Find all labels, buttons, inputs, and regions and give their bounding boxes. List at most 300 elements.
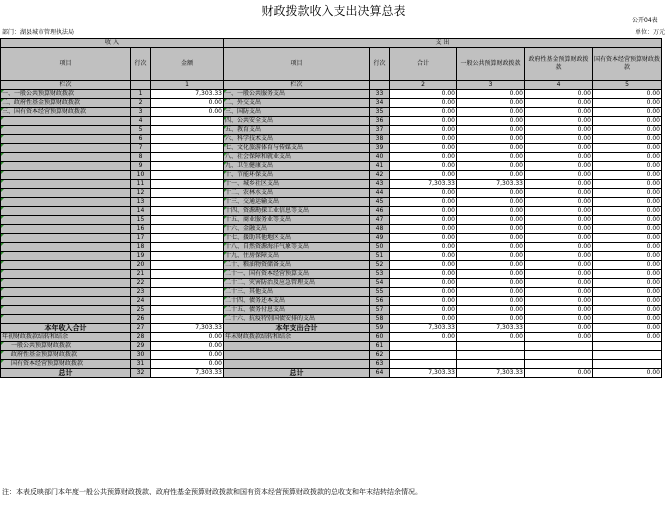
expense-total: 0.00: [390, 315, 457, 324]
expense-total: 0.00: [390, 198, 457, 207]
expense-general: 0.00: [457, 108, 525, 117]
income-item: [1, 234, 131, 243]
expense-total: 0.00: [390, 162, 457, 171]
expense-fund: 0.00: [525, 135, 593, 144]
expense-capital: 0.00: [593, 315, 662, 324]
row-number: 6: [131, 135, 151, 144]
row-number: 53: [370, 270, 390, 279]
begin-sub-capital-amount: 0.00: [151, 360, 224, 369]
expense-total: 7,303.33: [390, 180, 457, 189]
expense-general: 0.00: [457, 270, 525, 279]
expense-general: 0.00: [457, 90, 525, 99]
expense-item: 四、公共安全支出: [224, 117, 370, 126]
expense-fund: 0.00: [525, 306, 593, 315]
row-number: 27: [131, 324, 151, 333]
grand-total-left-amount: 7,303.33: [151, 369, 224, 378]
row-number: 41: [370, 162, 390, 171]
grand-total-left-label: 总计: [1, 369, 131, 378]
expense-item: 一、一般公共服务支出: [224, 90, 370, 99]
income-item: [1, 180, 131, 189]
col-number-1: 1: [151, 81, 224, 90]
row-number: 34: [370, 99, 390, 108]
row-number: 60: [370, 333, 390, 342]
expense-total-header: 合计: [390, 48, 457, 81]
expense-fund: 0.00: [525, 108, 593, 117]
expense-general: 0.00: [457, 279, 525, 288]
year-expense-general: 7,303.33: [457, 324, 525, 333]
row-number: 33: [370, 90, 390, 99]
expense-item: 九、卫生健康支出: [224, 162, 370, 171]
table-row: [1, 297, 662, 306]
expense-general: 0.00: [457, 153, 525, 162]
expense-item: 二十五、债务付息支出: [224, 306, 370, 315]
row-number: 48: [370, 225, 390, 234]
expense-fund: 0.00: [525, 252, 593, 261]
begin-sub-capital-label: 国有资本经营预算财政拨款: [1, 360, 131, 369]
expense-fund: 0.00: [525, 162, 593, 171]
expense-capital: 0.00: [593, 153, 662, 162]
blank-cell: [224, 360, 370, 369]
expense-fund: 0.00: [525, 171, 593, 180]
expense-capital: 0.00: [593, 288, 662, 297]
expense-total: 0.00: [390, 207, 457, 216]
expense-fund: 0.00: [525, 117, 593, 126]
income-header: 收 入: [1, 39, 224, 48]
table-row: [1, 252, 662, 261]
table-row: [1, 198, 662, 207]
income-item: [1, 189, 131, 198]
expense-total: 0.00: [390, 153, 457, 162]
general-budget-header: 一般公共预算财政拨款: [457, 48, 525, 81]
blank-cell: [390, 360, 457, 369]
expense-capital: 0.00: [593, 261, 662, 270]
income-item: [1, 207, 131, 216]
income-item: [1, 216, 131, 225]
expense-general: 7,303.33: [457, 180, 525, 189]
income-item: [1, 306, 131, 315]
row-number: 18: [131, 243, 151, 252]
table-row: [1, 108, 662, 117]
expense-total: 0.00: [390, 135, 457, 144]
expense-general: 0.00: [457, 306, 525, 315]
expense-fund: 0.00: [525, 225, 593, 234]
income-item: 二、政府性基金预算财政拨款: [1, 99, 131, 108]
income-amount: [151, 216, 224, 225]
income-amount: [151, 306, 224, 315]
income-item: [1, 117, 131, 126]
income-amount: [151, 270, 224, 279]
row-number: 26: [131, 315, 151, 324]
expense-header: 支 出: [224, 39, 662, 48]
col-number-3: 3: [457, 81, 525, 90]
begin-sub-general-amount: 0.00: [151, 342, 224, 351]
income-amount: [151, 171, 224, 180]
blank-cell: [224, 351, 370, 360]
expense-fund: 0.00: [525, 99, 593, 108]
row-number: 16: [131, 225, 151, 234]
table-row: [1, 216, 662, 225]
row-number: 13: [131, 198, 151, 207]
income-item-header: 项目: [1, 48, 131, 81]
expense-capital: 0.00: [593, 180, 662, 189]
table-row: [1, 90, 662, 99]
income-amount: [151, 198, 224, 207]
expense-capital: 0.00: [593, 126, 662, 135]
end-balance-label: 年末财政拨款结转和结余: [224, 333, 370, 342]
income-amount: 0.00: [151, 108, 224, 117]
row-number: 32: [131, 369, 151, 378]
expense-capital: 0.00: [593, 252, 662, 261]
begin-balance-amount: 0.00: [151, 333, 224, 342]
row-number: 19: [131, 252, 151, 261]
expense-item: 六、科学技术支出: [224, 135, 370, 144]
gov-fund-header: 政府性基金预算财政拨款: [525, 48, 593, 81]
row-number: 17: [131, 234, 151, 243]
expense-item: 十一、城乡社区支出: [224, 180, 370, 189]
blank-cell: [525, 351, 593, 360]
table-row: [1, 126, 662, 135]
end-balance-fund: 0.00: [525, 333, 593, 342]
row-number: 54: [370, 279, 390, 288]
table-row: [1, 144, 662, 153]
expense-general: 0.00: [457, 252, 525, 261]
income-amount-header: 金额: [151, 48, 224, 81]
expense-item: 十六、金融支出: [224, 225, 370, 234]
expense-general: 0.00: [457, 315, 525, 324]
expense-fund: 0.00: [525, 90, 593, 99]
table-row: [1, 171, 662, 180]
blank-cell: [131, 81, 151, 90]
income-amount: [151, 144, 224, 153]
income-amount: [151, 225, 224, 234]
expense-total: 0.00: [390, 117, 457, 126]
row-number: 25: [131, 306, 151, 315]
row-number: 47: [370, 216, 390, 225]
income-amount: [151, 243, 224, 252]
income-item: 一、一般公共预算财政拨款: [1, 90, 131, 99]
blank-cell: [593, 360, 662, 369]
col-number-2: 2: [390, 81, 457, 90]
income-amount: [151, 252, 224, 261]
expense-capital: 0.00: [593, 108, 662, 117]
expense-fund: 0.00: [525, 207, 593, 216]
expense-general: 0.00: [457, 171, 525, 180]
blank-cell: [390, 351, 457, 360]
blank-cell: [370, 81, 390, 90]
row-number: 1: [131, 90, 151, 99]
expense-item: 七、文化旅游体育与传媒支出: [224, 144, 370, 153]
income-amount: [151, 126, 224, 135]
table-row: [1, 153, 662, 162]
income-amount: [151, 189, 224, 198]
blank-cell: [593, 342, 662, 351]
expense-general: 0.00: [457, 144, 525, 153]
expense-general: 0.00: [457, 126, 525, 135]
expense-capital: 0.00: [593, 189, 662, 198]
row-number: 3: [131, 108, 151, 117]
grand-total-total: 7,303.33: [390, 369, 457, 378]
row-number: 51: [370, 252, 390, 261]
expense-item: 三、国防支出: [224, 108, 370, 117]
blank-cell: [525, 342, 593, 351]
col-label-right: 栏次: [224, 81, 370, 90]
year-expense-capital: 0.00: [593, 324, 662, 333]
table-row: [1, 117, 662, 126]
row-number: 39: [370, 144, 390, 153]
table-row: [1, 99, 662, 108]
expense-general: 0.00: [457, 216, 525, 225]
table-row: [1, 234, 662, 243]
income-amount: [151, 117, 224, 126]
income-amount: [151, 315, 224, 324]
row-number: 22: [131, 279, 151, 288]
expense-total: 0.00: [390, 261, 457, 270]
expense-total: 0.00: [390, 252, 457, 261]
row-number: 56: [370, 297, 390, 306]
col-number-5: 5: [593, 81, 662, 90]
expense-general: 0.00: [457, 162, 525, 171]
row-number: 30: [131, 351, 151, 360]
row-number: 12: [131, 189, 151, 198]
row-number: 35: [370, 108, 390, 117]
income-item: 三、国有资本经营预算财政拨款: [1, 108, 131, 117]
expense-total: 0.00: [390, 297, 457, 306]
expense-item: 二十三、其他支出: [224, 288, 370, 297]
row-number: 55: [370, 288, 390, 297]
row-number: 15: [131, 216, 151, 225]
row-number: 24: [131, 297, 151, 306]
expense-general: 0.00: [457, 207, 525, 216]
expense-item: 二十一、国有资本经营预算支出: [224, 270, 370, 279]
table-row: [1, 315, 662, 324]
row-number: 49: [370, 234, 390, 243]
expense-item: 十七、援助其他地区支出: [224, 234, 370, 243]
expense-capital: 0.00: [593, 117, 662, 126]
income-amount: [151, 135, 224, 144]
expense-total: 0.00: [390, 126, 457, 135]
expense-fund: 0.00: [525, 126, 593, 135]
expense-fund: 0.00: [525, 279, 593, 288]
row-number: 29: [131, 342, 151, 351]
expense-general: 0.00: [457, 99, 525, 108]
expense-total: 0.00: [390, 171, 457, 180]
report-title: 财政拨款收入支出决算总表: [261, 4, 406, 18]
table-row: [1, 225, 662, 234]
expense-capital: 0.00: [593, 171, 662, 180]
expense-capital: 0.00: [593, 306, 662, 315]
row-number: 40: [370, 153, 390, 162]
row-number: 57: [370, 306, 390, 315]
col-number-4: 4: [525, 81, 593, 90]
expense-item: 十五、商业服务业等支出: [224, 216, 370, 225]
expense-fund: 0.00: [525, 315, 593, 324]
table-row: [1, 135, 662, 144]
row-number: 61: [370, 342, 390, 351]
begin-balance-label: 年初财政拨款结转和结余: [1, 333, 131, 342]
finance-table: [0, 38, 662, 378]
row-number: 11: [131, 180, 151, 189]
expense-total: 0.00: [390, 90, 457, 99]
row-number: 5: [131, 126, 151, 135]
expense-fund: 0.00: [525, 153, 593, 162]
row-number: 62: [370, 351, 390, 360]
table-row: [1, 270, 662, 279]
begin-sub-fund-label: 政府性基金预算财政拨款: [1, 351, 131, 360]
expense-general: 0.00: [457, 234, 525, 243]
blank-cell: [457, 342, 525, 351]
expense-capital: 0.00: [593, 144, 662, 153]
expense-total: 0.00: [390, 234, 457, 243]
expense-capital: 0.00: [593, 234, 662, 243]
row-number: 63: [370, 360, 390, 369]
table-row: [1, 288, 662, 297]
row-number: 59: [370, 324, 390, 333]
income-amount: [151, 261, 224, 270]
table-row: [1, 306, 662, 315]
row-number: 64: [370, 369, 390, 378]
expense-item: 十二、农林水支出: [224, 189, 370, 198]
income-amount: [151, 288, 224, 297]
table-row: [1, 180, 662, 189]
expense-fund: 0.00: [525, 261, 593, 270]
row-number: 44: [370, 189, 390, 198]
expense-general: 0.00: [457, 198, 525, 207]
expense-item: 十三、交通运输支出: [224, 198, 370, 207]
row-number: 23: [131, 288, 151, 297]
blank-cell: [525, 360, 593, 369]
income-amount: [151, 234, 224, 243]
expense-total: 0.00: [390, 99, 457, 108]
col-label-left: 栏次: [1, 81, 131, 90]
end-balance-general: 0.00: [457, 333, 525, 342]
expense-fund: 0.00: [525, 198, 593, 207]
expense-item: 二、外交支出: [224, 99, 370, 108]
expense-capital: 0.00: [593, 216, 662, 225]
income-item: [1, 315, 131, 324]
year-expense-total: 7,303.33: [390, 324, 457, 333]
income-amount: [151, 162, 224, 171]
income-item: [1, 135, 131, 144]
expense-fund: 0.00: [525, 216, 593, 225]
blank-cell: [390, 342, 457, 351]
expense-general: 0.00: [457, 243, 525, 252]
table-row: [1, 207, 662, 216]
table-row: [1, 279, 662, 288]
row-number: 45: [370, 198, 390, 207]
row-number: 52: [370, 261, 390, 270]
unit-label: 单位：万元: [635, 29, 666, 36]
expense-capital: 0.00: [593, 162, 662, 171]
grand-total-right-label: 总计: [224, 369, 370, 378]
row-number: 42: [370, 171, 390, 180]
expense-item: 二十二、灾害防治及应急管理支出: [224, 279, 370, 288]
expense-general: 0.00: [457, 297, 525, 306]
row-number: 31: [131, 360, 151, 369]
expense-capital: 0.00: [593, 90, 662, 99]
expense-capital: 0.00: [593, 297, 662, 306]
end-balance-total: 0.00: [390, 333, 457, 342]
expense-item: 十九、住房保障支出: [224, 252, 370, 261]
blank-cell: [457, 351, 525, 360]
year-expense-fund: 0.00: [525, 324, 593, 333]
income-item: [1, 297, 131, 306]
expense-total: 0.00: [390, 108, 457, 117]
begin-sub-fund-amount: 0.00: [151, 351, 224, 360]
expense-total: 0.00: [390, 270, 457, 279]
income-item: [1, 144, 131, 153]
table-row: [1, 162, 662, 171]
expense-fund: 0.00: [525, 180, 593, 189]
row-number: 38: [370, 135, 390, 144]
table-row: [1, 189, 662, 198]
blank-cell: [224, 342, 370, 351]
income-amount: [151, 297, 224, 306]
expense-total: 0.00: [390, 288, 457, 297]
blank-cell: [593, 351, 662, 360]
grand-total-fund: 0.00: [525, 369, 593, 378]
table-row: [1, 261, 662, 270]
expense-item: 十八、自然资源海洋气象等支出: [224, 243, 370, 252]
expense-item-header: 项目: [224, 48, 370, 81]
grand-total-capital: 0.00: [593, 369, 662, 378]
table-row: [1, 243, 662, 252]
expense-fund: 0.00: [525, 234, 593, 243]
row-number: 28: [131, 333, 151, 342]
expense-capital: 0.00: [593, 135, 662, 144]
income-item: [1, 261, 131, 270]
income-amount: 7,303.33: [151, 90, 224, 99]
expense-capital: 0.00: [593, 198, 662, 207]
expense-item: 十、节能环保支出: [224, 171, 370, 180]
grand-total-general: 7,303.33: [457, 369, 525, 378]
expense-total: 0.00: [390, 144, 457, 153]
expense-capital: 0.00: [593, 270, 662, 279]
year-income-amount: 7,303.33: [151, 324, 224, 333]
expense-fund: 0.00: [525, 243, 593, 252]
expense-capital: 0.00: [593, 243, 662, 252]
income-item: [1, 126, 131, 135]
income-item: [1, 288, 131, 297]
row-number: 36: [370, 117, 390, 126]
expense-fund: 0.00: [525, 189, 593, 198]
row-number: 8: [131, 153, 151, 162]
expense-item: 八、社会保障和就业支出: [224, 153, 370, 162]
expense-capital: 0.00: [593, 279, 662, 288]
expense-item: 五、教育支出: [224, 126, 370, 135]
expense-capital: 0.00: [593, 99, 662, 108]
row-number: 46: [370, 207, 390, 216]
row-number: 14: [131, 207, 151, 216]
expense-general: 0.00: [457, 261, 525, 270]
footnote: 注：本表反映部门本年度一般公共预算财政拨款、政府性基金预算财政拨款和国有资本经营预算财政拨款的总收支和年末结转结余情况。: [2, 488, 422, 496]
income-item: [1, 225, 131, 234]
income-amount: [151, 279, 224, 288]
row-number: 58: [370, 315, 390, 324]
row-number: 20: [131, 261, 151, 270]
expense-fund: 0.00: [525, 270, 593, 279]
row-number: 50: [370, 243, 390, 252]
income-item: [1, 171, 131, 180]
year-expense-label: 本年支出合计: [224, 324, 370, 333]
expense-fund: 0.00: [525, 144, 593, 153]
income-amount: [151, 153, 224, 162]
expense-item: 二十六、抗疫特别国债安排的支出: [224, 315, 370, 324]
expense-total: 0.00: [390, 243, 457, 252]
expense-general: 0.00: [457, 225, 525, 234]
year-income-label: 本年收入合计: [1, 324, 131, 333]
income-item: [1, 279, 131, 288]
expense-total: 0.00: [390, 216, 457, 225]
